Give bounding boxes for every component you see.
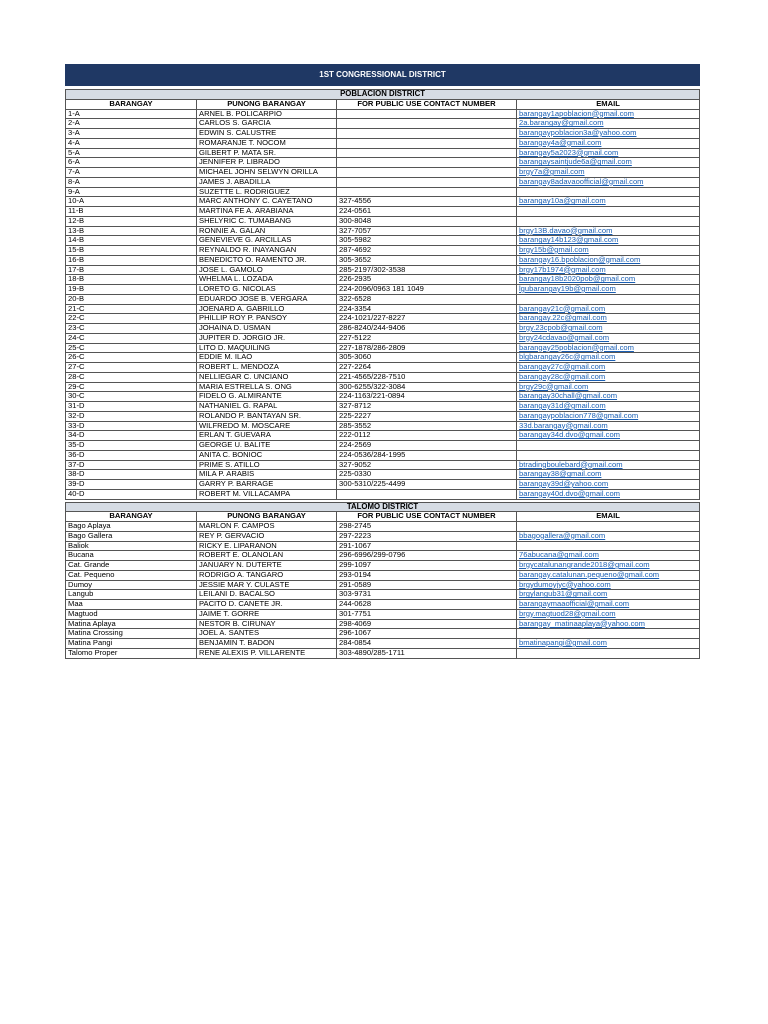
barangay-cell: Matina Aplaya [66, 619, 197, 629]
email-cell[interactable]: brgy13B.davao@gmail.com [517, 226, 700, 236]
punong-barangay-cell: ROBERT E. OLANOLAN [197, 551, 337, 561]
table-row [66, 450, 700, 460]
email-cell [517, 522, 700, 532]
email-cell[interactable]: barangay39d@yahoo.com [517, 480, 700, 490]
contact-number-cell: 303-9731 [337, 590, 517, 600]
table-row [66, 411, 700, 421]
punong-barangay-cell: NESTOR B. CIRUNAY [197, 619, 337, 629]
contact-number-cell: 293-0194 [337, 570, 517, 580]
table-row [66, 441, 700, 451]
punong-barangay-cell: ERLAN T. GUEVARA [197, 431, 337, 441]
punong-barangay-cell: ROBERT L. MENDOZA [197, 363, 337, 373]
table-row [66, 619, 700, 629]
barangay-cell: 16-B [66, 255, 197, 265]
email-cell[interactable]: barangay30chall@gmail.com [517, 392, 700, 402]
barangay-cell: Matina Pangi [66, 639, 197, 649]
table-row [66, 294, 700, 304]
barangay-cell: 23-C [66, 324, 197, 334]
email-cell [517, 541, 700, 551]
email-cell[interactable]: barangaypoblacion778@gmail.com [517, 411, 700, 421]
contact-number-cell: 285-3552 [337, 421, 517, 431]
punong-barangay-cell: MARLON F. CAMPOS [197, 522, 337, 532]
contact-number-cell: 298-4069 [337, 619, 517, 629]
email-cell [517, 187, 700, 197]
table-row [66, 187, 700, 197]
table-row [66, 522, 700, 532]
barangay-cell: 33-D [66, 421, 197, 431]
table-row [66, 363, 700, 373]
contact-number-cell [337, 148, 517, 158]
email-cell[interactable]: btradingboulebard@gmail.com [517, 460, 700, 470]
punong-barangay-cell: ROMARANJE T. NOCOM [197, 138, 337, 148]
punong-barangay-cell: JAIME T. GORRE [197, 609, 337, 619]
header-contact-number: FOR PUBLIC USE CONTACT NUMBER [337, 99, 517, 109]
punong-barangay-cell: JOEL A. SANTES [197, 629, 337, 639]
punong-barangay-cell: RONNIE A. GALAN [197, 226, 337, 236]
contact-number-cell: 222-0112 [337, 431, 517, 441]
district-name: TALOMO DISTRICT [66, 502, 700, 512]
email-cell[interactable]: barangay25poblacion@gmail.com [517, 343, 700, 353]
contact-number-cell: 227-2264 [337, 363, 517, 373]
punong-barangay-cell: ARNEL B. POLICARPIO [197, 109, 337, 119]
punong-barangay-cell: LITO D. MAQUILING [197, 343, 337, 353]
punong-barangay-cell: EDDIE M. ILAO [197, 353, 337, 363]
punong-barangay-cell: GILBERT P. MATA SR. [197, 148, 337, 158]
table-row [66, 541, 700, 551]
barangay-cell: 20-B [66, 294, 197, 304]
punong-barangay-cell: ROLANDO P. BANTAYAN SR. [197, 411, 337, 421]
contact-number-cell: 227-5122 [337, 333, 517, 343]
email-cell[interactable]: barangay5a2023@gmail.com [517, 148, 700, 158]
contact-number-cell: 225-2227 [337, 411, 517, 421]
table-row [66, 629, 700, 639]
contact-number-cell: 303-4890/285-1711 [337, 648, 517, 658]
email-cell[interactable]: barangay10a@gmail.com [517, 197, 700, 207]
contact-number-cell: 286-8240/244-9406 [337, 324, 517, 334]
email-cell[interactable]: lgubarangay19b@gmail.com [517, 285, 700, 295]
congressional-district-title: 1ST CONGRESSIONAL DISTRICT [66, 65, 700, 86]
table-row [66, 275, 700, 285]
table-row [66, 480, 700, 490]
header-email: EMAIL [517, 512, 700, 522]
contact-number-cell: 287-4692 [337, 246, 517, 256]
punong-barangay-cell: RODRIGO A. TANGARO [197, 570, 337, 580]
email-cell[interactable]: barangay31d@gmail.com [517, 402, 700, 412]
table-row [66, 600, 700, 610]
column-header-row [66, 99, 700, 109]
table-row [66, 109, 700, 119]
email-cell [517, 629, 700, 639]
barangay-cell: Langub [66, 590, 197, 600]
table-row [66, 158, 700, 168]
punong-barangay-cell: EDUARDO JOSE B. VERGARA [197, 294, 337, 304]
barangay-cell: Bago Gallera [66, 531, 197, 541]
email-cell[interactable]: barangaypoblacion3a@yahoo.com [517, 129, 700, 139]
punong-barangay-cell: JUPITER D. JORGIO JR. [197, 333, 337, 343]
table-row [66, 246, 700, 256]
header-email: EMAIL [517, 99, 700, 109]
contact-number-cell: 327-7057 [337, 226, 517, 236]
email-cell [517, 450, 700, 460]
barangay-cell: 31-D [66, 402, 197, 412]
contact-number-cell: 299-1097 [337, 561, 517, 571]
barangay-cell: 35-D [66, 441, 197, 451]
table-row [66, 333, 700, 343]
barangay-cell: 24-C [66, 333, 197, 343]
punong-barangay-cell: JESSIE MAR Y. CULASTE [197, 580, 337, 590]
email-cell[interactable]: barangay.22c@gmail.com [517, 314, 700, 324]
contact-number-cell [337, 138, 517, 148]
punong-barangay-cell: JANUARY N. DUTERTE [197, 561, 337, 571]
contact-number-cell: 305-3652 [337, 255, 517, 265]
email-cell[interactable]: barangay18b2020pob@gmail.com [517, 275, 700, 285]
punong-barangay-cell: REYNALDO R. INAYANGAN [197, 246, 337, 256]
contact-number-cell: 297-2223 [337, 531, 517, 541]
contact-number-cell: 300-6255/322-3084 [337, 382, 517, 392]
district-directory-table [65, 64, 700, 659]
email-cell[interactable]: barangaymaaofficial@gmail.com [517, 600, 700, 610]
barangay-cell: 17-B [66, 265, 197, 275]
table-row [66, 421, 700, 431]
header-contact-number: FOR PUBLIC USE CONTACT NUMBER [337, 512, 517, 522]
barangay-cell: 6-A [66, 158, 197, 168]
email-cell[interactable]: brgycatalunangrande2018@gmail.com [517, 561, 700, 571]
table-row [66, 590, 700, 600]
district-band [66, 502, 700, 512]
table-row [66, 570, 700, 580]
contact-number-cell: 221-4565/228-7510 [337, 372, 517, 382]
table-row [66, 382, 700, 392]
table-row [66, 343, 700, 353]
district-band [66, 90, 700, 100]
email-cell[interactable]: brgy24cdavao@gmail.com [517, 333, 700, 343]
punong-barangay-cell: PRIME S. ATILLO [197, 460, 337, 470]
contact-number-cell: 305-5982 [337, 236, 517, 246]
punong-barangay-cell: JOENARD A. GABRILLO [197, 304, 337, 314]
table-row [66, 460, 700, 470]
email-cell[interactable]: barangay38@gmail.com [517, 470, 700, 480]
email-cell[interactable]: bmatinapangi@gmail.com [517, 639, 700, 649]
barangay-cell: 12-B [66, 216, 197, 226]
email-cell[interactable]: brgydumoyjyc@yahoo.com [517, 580, 700, 590]
punong-barangay-cell: GEORGE U. BALITE [197, 441, 337, 451]
table-row [66, 148, 700, 158]
barangay-cell: 28-C [66, 372, 197, 382]
email-cell[interactable]: brgy.23cpob@gmail.com [517, 324, 700, 334]
barangay-cell: 14-B [66, 236, 197, 246]
barangay-cell: 32-D [66, 411, 197, 421]
barangay-cell: 9-A [66, 187, 197, 197]
punong-barangay-cell: LORETO G. NICOLAS [197, 285, 337, 295]
table-row [66, 324, 700, 334]
barangay-cell: 36-D [66, 450, 197, 460]
table-row [66, 197, 700, 207]
contact-number-cell: 298-2745 [337, 522, 517, 532]
header-barangay: BARANGAY [66, 512, 197, 522]
punong-barangay-cell: MILA P. ARABIS [197, 470, 337, 480]
contact-number-cell: 322-6528 [337, 294, 517, 304]
barangay-cell: Bago Aplaya [66, 522, 197, 532]
barangay-cell: Magtuod [66, 609, 197, 619]
contact-number-cell: 291-0589 [337, 580, 517, 590]
email-cell[interactable]: barangay28c@gmail.com [517, 372, 700, 382]
contact-number-cell [337, 168, 517, 178]
email-cell[interactable]: brgy29c@gmail.com [517, 382, 700, 392]
barangay-cell: 3-A [66, 129, 197, 139]
contact-number-cell [337, 119, 517, 129]
email-cell[interactable]: blgbarangay26c@gmail.com [517, 353, 700, 363]
punong-barangay-cell: FIDELO G. ALMIRANTE [197, 392, 337, 402]
email-cell [517, 207, 700, 217]
table-row [66, 129, 700, 139]
punong-barangay-cell: JOHAINA D. USMAN [197, 324, 337, 334]
email-cell[interactable]: brgylangub31@gmail.com [517, 590, 700, 600]
table-row [66, 372, 700, 382]
barangay-cell: 25-C [66, 343, 197, 353]
table-row [66, 265, 700, 275]
barangay-cell: 21-C [66, 304, 197, 314]
barangay-cell: Baliok [66, 541, 197, 551]
district-name: POBLACION DISTRICT [66, 90, 700, 100]
barangay-cell: 2-A [66, 119, 197, 129]
contact-number-cell: 300-5310/225-4499 [337, 480, 517, 490]
email-cell[interactable]: barangay1apoblacion@gmail.com [517, 109, 700, 119]
table-row [66, 236, 700, 246]
contact-number-cell: 226-2935 [337, 275, 517, 285]
contact-number-cell: 300-8048 [337, 216, 517, 226]
punong-barangay-cell: MARTINA FE A. ARABIANA [197, 207, 337, 217]
table-row [66, 551, 700, 561]
table-row [66, 431, 700, 441]
barangay-cell: 39-D [66, 480, 197, 490]
barangay-cell: 30-C [66, 392, 197, 402]
table-row [66, 304, 700, 314]
table-row [66, 119, 700, 129]
email-cell [517, 441, 700, 451]
header-punong-barangay: PUNONG BARANGAY [197, 99, 337, 109]
email-cell[interactable]: barangay4a@gmail.com [517, 138, 700, 148]
punong-barangay-cell: MARIA ESTRELLA S. ONG [197, 382, 337, 392]
barangay-cell: 18-B [66, 275, 197, 285]
barangay-cell: 40-D [66, 489, 197, 499]
punong-barangay-cell: BENJAMIN T. BADON [197, 639, 337, 649]
email-cell[interactable]: barangay.catalunan.pequeno@gmail.com [517, 570, 700, 580]
contact-number-cell [337, 187, 517, 197]
punong-barangay-cell: JENNIFER P. LIBRADO [197, 158, 337, 168]
punong-barangay-cell: PHILLIP ROY P. PANSOY [197, 314, 337, 324]
email-cell[interactable]: barangay_matinaaplaya@yahoo.com [517, 619, 700, 629]
contact-number-cell: 225-0330 [337, 470, 517, 480]
spreadsheet-sheet [65, 64, 699, 659]
punong-barangay-cell: ANITA C. BONIOC [197, 450, 337, 460]
table-row [66, 207, 700, 217]
email-cell [517, 648, 700, 658]
punong-barangay-cell: JOSE L. GAMOLO [197, 265, 337, 275]
contact-number-cell: 224-0561 [337, 207, 517, 217]
barangay-cell: 34-D [66, 431, 197, 441]
contact-number-cell: 327-4556 [337, 197, 517, 207]
punong-barangay-cell: GARRY P. BARRAGE [197, 480, 337, 490]
email-cell[interactable]: 76abucana@gmail.com [517, 551, 700, 561]
contact-number-cell [337, 129, 517, 139]
email-cell[interactable]: brgy17b1974@gmail.com [517, 265, 700, 275]
table-row [66, 489, 700, 499]
punong-barangay-cell: CARLOS S. GARCIA [197, 119, 337, 129]
contact-number-cell [337, 489, 517, 499]
barangay-cell: Cat. Pequeno [66, 570, 197, 580]
table-row [66, 561, 700, 571]
contact-number-cell: 285-2197/302-3538 [337, 265, 517, 275]
punong-barangay-cell: REY P. GERVACIO [197, 531, 337, 541]
contact-number-cell: 284-0854 [337, 639, 517, 649]
punong-barangay-cell: ROBERT M. VILLACAMPA [197, 489, 337, 499]
table-row [66, 353, 700, 363]
punong-barangay-cell: RICKY E. LIPARANON [197, 541, 337, 551]
table-row [66, 470, 700, 480]
table-row [66, 531, 700, 541]
contact-number-cell: 327-9052 [337, 460, 517, 470]
email-cell[interactable]: barangay27c@gmail.com [517, 363, 700, 373]
punong-barangay-cell: RENE ALEXIS P. VILLARENTE [197, 648, 337, 658]
table-row [66, 314, 700, 324]
contact-number-cell: 327-8712 [337, 402, 517, 412]
barangay-cell: Matina Crossing [66, 629, 197, 639]
email-cell[interactable]: brgy15b@gmail.com [517, 246, 700, 256]
email-cell[interactable]: barangay40d.dvo@gmail.com [517, 489, 700, 499]
email-cell[interactable]: barangay21c@gmail.com [517, 304, 700, 314]
barangay-cell: Cat. Grande [66, 561, 197, 571]
barangay-cell: 37-D [66, 460, 197, 470]
barangay-cell: 15-B [66, 246, 197, 256]
table-row [66, 226, 700, 236]
punong-barangay-cell: WHELMA L. LOZADA [197, 275, 337, 285]
contact-number-cell: 305-3060 [337, 353, 517, 363]
barangay-cell: 19-B [66, 285, 197, 295]
email-cell[interactable]: bbagogallera@gmail.com [517, 531, 700, 541]
table-row [66, 402, 700, 412]
barangay-cell: 4-A [66, 138, 197, 148]
email-cell[interactable]: barangay34d.dvo@gmail.com [517, 431, 700, 441]
contact-number-cell: 301-7751 [337, 609, 517, 619]
table-row [66, 255, 700, 265]
barangay-cell: Bucana [66, 551, 197, 561]
contact-number-cell: 224-0536/284-1995 [337, 450, 517, 460]
barangay-cell: 1-A [66, 109, 197, 119]
email-cell[interactable]: brgy.magtuod28@gmail.com [517, 609, 700, 619]
email-cell[interactable]: barangaysaintjude6a@gmail.com [517, 158, 700, 168]
barangay-cell: 10-A [66, 197, 197, 207]
table-row [66, 138, 700, 148]
punong-barangay-cell: PACITO D. CANETE JR. [197, 600, 337, 610]
contact-number-cell [337, 177, 517, 187]
email-cell[interactable]: barangay14b123@gmail.com [517, 236, 700, 246]
barangay-cell: Talomo Proper [66, 648, 197, 658]
punong-barangay-cell: LEILANI D. BACALSO [197, 590, 337, 600]
email-cell[interactable]: brgy7a@gmail.com [517, 168, 700, 178]
contact-number-cell: 244-0628 [337, 600, 517, 610]
punong-barangay-cell: SUZETTE L. RODRIGUEZ [197, 187, 337, 197]
congressional-district-banner [66, 65, 700, 86]
contact-number-cell: 224-3354 [337, 304, 517, 314]
barangay-cell: 8-A [66, 177, 197, 187]
barangay-cell: 11-B [66, 207, 197, 217]
barangay-cell: 7-A [66, 168, 197, 178]
email-cell [517, 216, 700, 226]
punong-barangay-cell: MICHAEL JOHN SELWYN ORILLA [197, 168, 337, 178]
barangay-cell: 13-B [66, 226, 197, 236]
punong-barangay-cell: SHELYRIC C. TUMABANG [197, 216, 337, 226]
barangay-cell: 26-C [66, 353, 197, 363]
contact-number-cell: 224-2569 [337, 441, 517, 451]
contact-number-cell: 224-1021/227-8227 [337, 314, 517, 324]
barangay-cell: 29-C [66, 382, 197, 392]
punong-barangay-cell: GENEVIEVE G. ARCILLAS [197, 236, 337, 246]
table-row [66, 285, 700, 295]
barangay-cell: 5-A [66, 148, 197, 158]
email-cell[interactable]: 33d.barangay@gmail.com [517, 421, 700, 431]
email-cell[interactable]: barangay16.bpoblacion@gmail.com [517, 255, 700, 265]
barangay-cell: 22-C [66, 314, 197, 324]
contact-number-cell: 224-1163/221-0894 [337, 392, 517, 402]
contact-number-cell: 291-1067 [337, 541, 517, 551]
header-punong-barangay: PUNONG BARANGAY [197, 512, 337, 522]
email-cell [517, 294, 700, 304]
punong-barangay-cell: MARC ANTHONY C. CAYETANO [197, 197, 337, 207]
email-cell[interactable]: barangay8adavaoofficial@gmail.com [517, 177, 700, 187]
column-header-row [66, 512, 700, 522]
punong-barangay-cell: NATHANIEL G. RAPAL [197, 402, 337, 412]
barangay-cell: Maa [66, 600, 197, 610]
email-cell[interactable]: 2a.barangay@gmail.com [517, 119, 700, 129]
table-row [66, 580, 700, 590]
table-row [66, 609, 700, 619]
punong-barangay-cell: JAMES J. ABADILLA [197, 177, 337, 187]
table-row [66, 216, 700, 226]
barangay-cell: 27-C [66, 363, 197, 373]
contact-number-cell: 296-6996/299-0796 [337, 551, 517, 561]
contact-number-cell: 224-2096/0963 181 1049 [337, 285, 517, 295]
punong-barangay-cell: EDWIN S. CALUSTRE [197, 129, 337, 139]
punong-barangay-cell: WILFREDO M. MOSCARE [197, 421, 337, 431]
table-row [66, 639, 700, 649]
contact-number-cell: 227-1878/286-2809 [337, 343, 517, 353]
contact-number-cell: 296-1067 [337, 629, 517, 639]
table-row [66, 177, 700, 187]
table-row [66, 168, 700, 178]
contact-number-cell [337, 158, 517, 168]
barangay-cell: 38-D [66, 470, 197, 480]
punong-barangay-cell: NELLIEGAR C. UNCIANO [197, 372, 337, 382]
header-barangay: BARANGAY [66, 99, 197, 109]
table-row [66, 392, 700, 402]
contact-number-cell [337, 109, 517, 119]
punong-barangay-cell: BENEDICTO O. RAMENTO JR. [197, 255, 337, 265]
table-row [66, 648, 700, 658]
barangay-cell: Dumoy [66, 580, 197, 590]
